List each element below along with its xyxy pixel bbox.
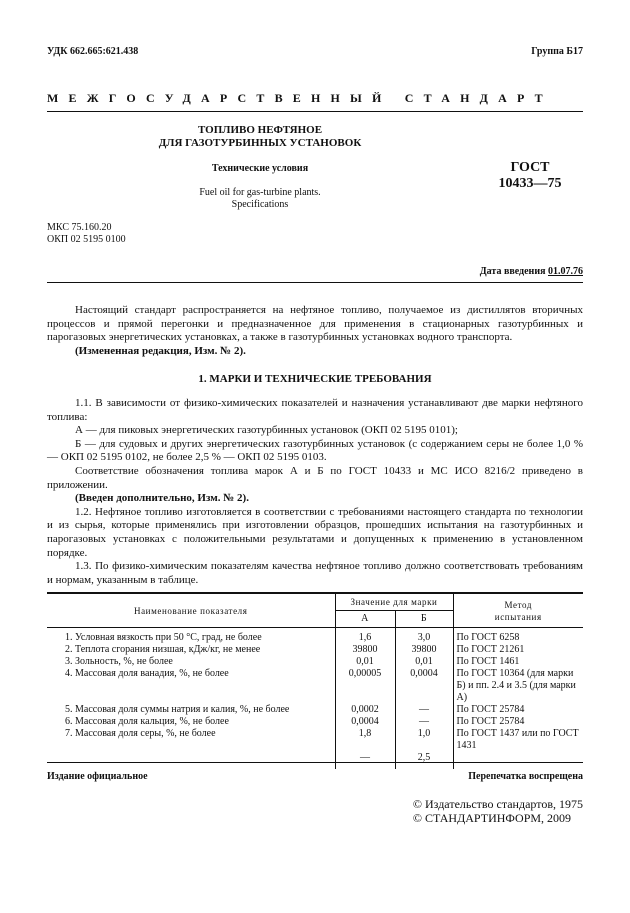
english-title <box>140 187 380 211</box>
row-method: По ГОСТ 1461 <box>453 656 583 668</box>
row-name: 5. Массовая доля суммы натрия и калия, %, не более <box>65 704 290 715</box>
classification-codes <box>47 222 126 246</box>
row-value-grade-a: 1,6 <box>335 628 395 645</box>
introduction-date-value: 01.07.76 <box>548 266 583 277</box>
table-row <box>47 704 583 716</box>
row-value-grade-a: 39800 <box>335 644 395 656</box>
column-header-value: Значение для марки <box>335 593 453 611</box>
copyright-line-1: © Издательство стандартов, 1975 <box>412 797 583 811</box>
grade-b-description: Б — для судовых и других энергетических газотурбинных установок (с содержанием серы не более 1,0 % — ОКП 02 5195 0102, не более 2,5 % — ОКП 02 5195 0103. <box>47 437 583 464</box>
column-header-grade-b: Б <box>395 611 453 628</box>
specification-table-body <box>47 628 583 770</box>
row-name: 3. Зольность, %, не более <box>65 656 173 667</box>
column-header-method <box>453 593 583 628</box>
title-line-2: ДЛЯ ГАЗОТУРБИННЫХ УСТАНОВОК <box>158 137 362 149</box>
row-method: По ГОСТ 25784 <box>453 704 583 716</box>
introduction-date-label: Дата введения <box>479 266 546 277</box>
table-row <box>47 628 583 645</box>
clause-1-2: 1.2. Нефтяное топливо изготовляется в соответствии с требованиями настоящего стандарта по технологии и из сырья, которые применялись при изготовлении образцов, прошедших испытания на газотурбинных и парогазовых установках с положительными результатами и допущенных к применению в установленном порядке. <box>47 505 583 559</box>
row-name: 7. Массовая доля серы, %, не более <box>65 728 216 739</box>
section-1-heading: 1. МАРКИ И ТЕХНИЧЕСКИЕ ТРЕБОВАНИЯ <box>198 373 432 385</box>
section-1-body <box>47 397 583 587</box>
reprint-prohibited-label: Перепечатка воспрещена <box>468 771 583 782</box>
row-method: По ГОСТ 21261 <box>453 644 583 656</box>
row-value-grade-a: — <box>335 752 395 769</box>
row-name: 1. Условная вязкость при 50 °С, град, не более <box>65 632 262 643</box>
copyright-line-2: © СТАНДАРТИНФОРМ, 2009 <box>412 811 572 825</box>
copyright-block <box>413 797 583 825</box>
introduction-date <box>480 266 583 277</box>
row-name <box>47 752 335 769</box>
grade-a-description: А — для пиковых энергетических газотурбинных установок (ОКП 02 5195 0101); <box>75 424 458 437</box>
column-header-name: Наименование показателя <box>47 593 335 628</box>
footer-rule <box>47 762 583 763</box>
clause-1-1: 1.1. В зависимости от физико-химических показателей и назначения устанавливают две марки нефтяного топлива: <box>47 397 583 423</box>
row-value-grade-b: — <box>395 704 453 716</box>
column-header-grade-a: А <box>335 611 395 628</box>
row-method <box>453 752 583 769</box>
english-title-line-1: Fuel oil for gas-turbine plants. <box>199 187 321 198</box>
intro-paragraph: Настоящий стандарт распространяется на нефтяное топливо, получаемое из дистиллятов вторичных процессов и прямой перегонки и предназначенное для применения в стационарных газотурбинных и парогазовых энергетических установках, а также в газотурбинных установках водного транспорта. <box>47 304 583 344</box>
iso-correspondence: Соответствие обозначения топлива марок А и Б по ГОСТ 10433 и МС ИСО 8216/2 приведено в приложении. <box>47 464 583 491</box>
mks-code: МКС 75.160.20 <box>47 222 112 233</box>
row-value-grade-a: 0,00005 <box>335 668 395 704</box>
row-method: По ГОСТ 1437 или по ГОСТ 1431 <box>453 728 583 752</box>
row-value-grade-a: 0,0004 <box>335 716 395 728</box>
row-method: По ГОСТ 25784 <box>453 716 583 728</box>
row-value-grade-a: 1,8 <box>335 728 395 752</box>
intro-amendment-note: (Измененная редакция, Изм. № 2). <box>75 344 246 357</box>
row-value-grade-b: 0,01 <box>395 656 453 668</box>
row-value-grade-b: 1,0 <box>395 728 453 752</box>
column-header-method-line-1: Метод <box>504 599 532 610</box>
row-name: 6. Массовая доля кальция, %, не более <box>65 716 229 727</box>
standard-banner: МЕЖГОСУДАРСТВЕННЫЙ СТАНДАРТ <box>47 91 553 105</box>
row-method: По ГОСТ 10364 (для марки Б) и пп. 2.4 и 3.5 (для марки А) <box>453 668 583 704</box>
okp-code: ОКП 02 5195 0100 <box>47 234 126 245</box>
group-code: Группа Б17 <box>531 46 583 57</box>
row-value-grade-b: 2,5 <box>395 752 453 769</box>
section-1-amendment-note: (Введен дополнительно, Изм. № 2). <box>75 492 249 505</box>
row-value-grade-a: 0,0002 <box>335 704 395 716</box>
gost-number: 10433—75 <box>498 176 562 191</box>
intro-section <box>47 304 583 358</box>
row-value-grade-b: 3,0 <box>395 628 453 645</box>
specification-table <box>47 592 583 769</box>
clause-1-3: 1.3. По физико-химическим показателям качества нефтяное топливо должно соответствовать требованиям и нормам, указанным в таблице. <box>47 560 583 586</box>
row-method: По ГОСТ 6258 <box>453 628 583 645</box>
title-block <box>140 124 380 150</box>
row-value-grade-b: — <box>395 716 453 728</box>
date-rule <box>47 282 583 283</box>
row-name: 2. Теплота сгорания низшая, кДж/кг, не менее <box>65 644 261 655</box>
table-row <box>47 752 583 769</box>
subtitle: Технические условия <box>211 163 309 174</box>
row-value-grade-b: 39800 <box>395 644 453 656</box>
table-row <box>47 716 583 728</box>
official-edition-label: Издание официальное <box>47 771 148 782</box>
column-header-method-line-2: испытания <box>494 611 542 622</box>
title-line-1: ТОПЛИВО НЕФТЯНОЕ <box>197 124 323 136</box>
row-value-grade-a: 0,01 <box>335 656 395 668</box>
gost-designation <box>490 160 570 192</box>
row-name: 4. Массовая доля ванадия, %, не более <box>65 668 229 679</box>
table-row <box>47 644 583 656</box>
udk-code: УДК 662.665:621.438 <box>47 46 139 57</box>
table-row <box>47 728 583 752</box>
english-title-line-2: Specifications <box>231 199 289 210</box>
banner-rule <box>47 111 583 112</box>
table-row <box>47 656 583 668</box>
gost-label: ГОСТ <box>510 160 550 175</box>
table-row <box>47 668 583 704</box>
row-value-grade-b: 0,0004 <box>395 668 453 704</box>
